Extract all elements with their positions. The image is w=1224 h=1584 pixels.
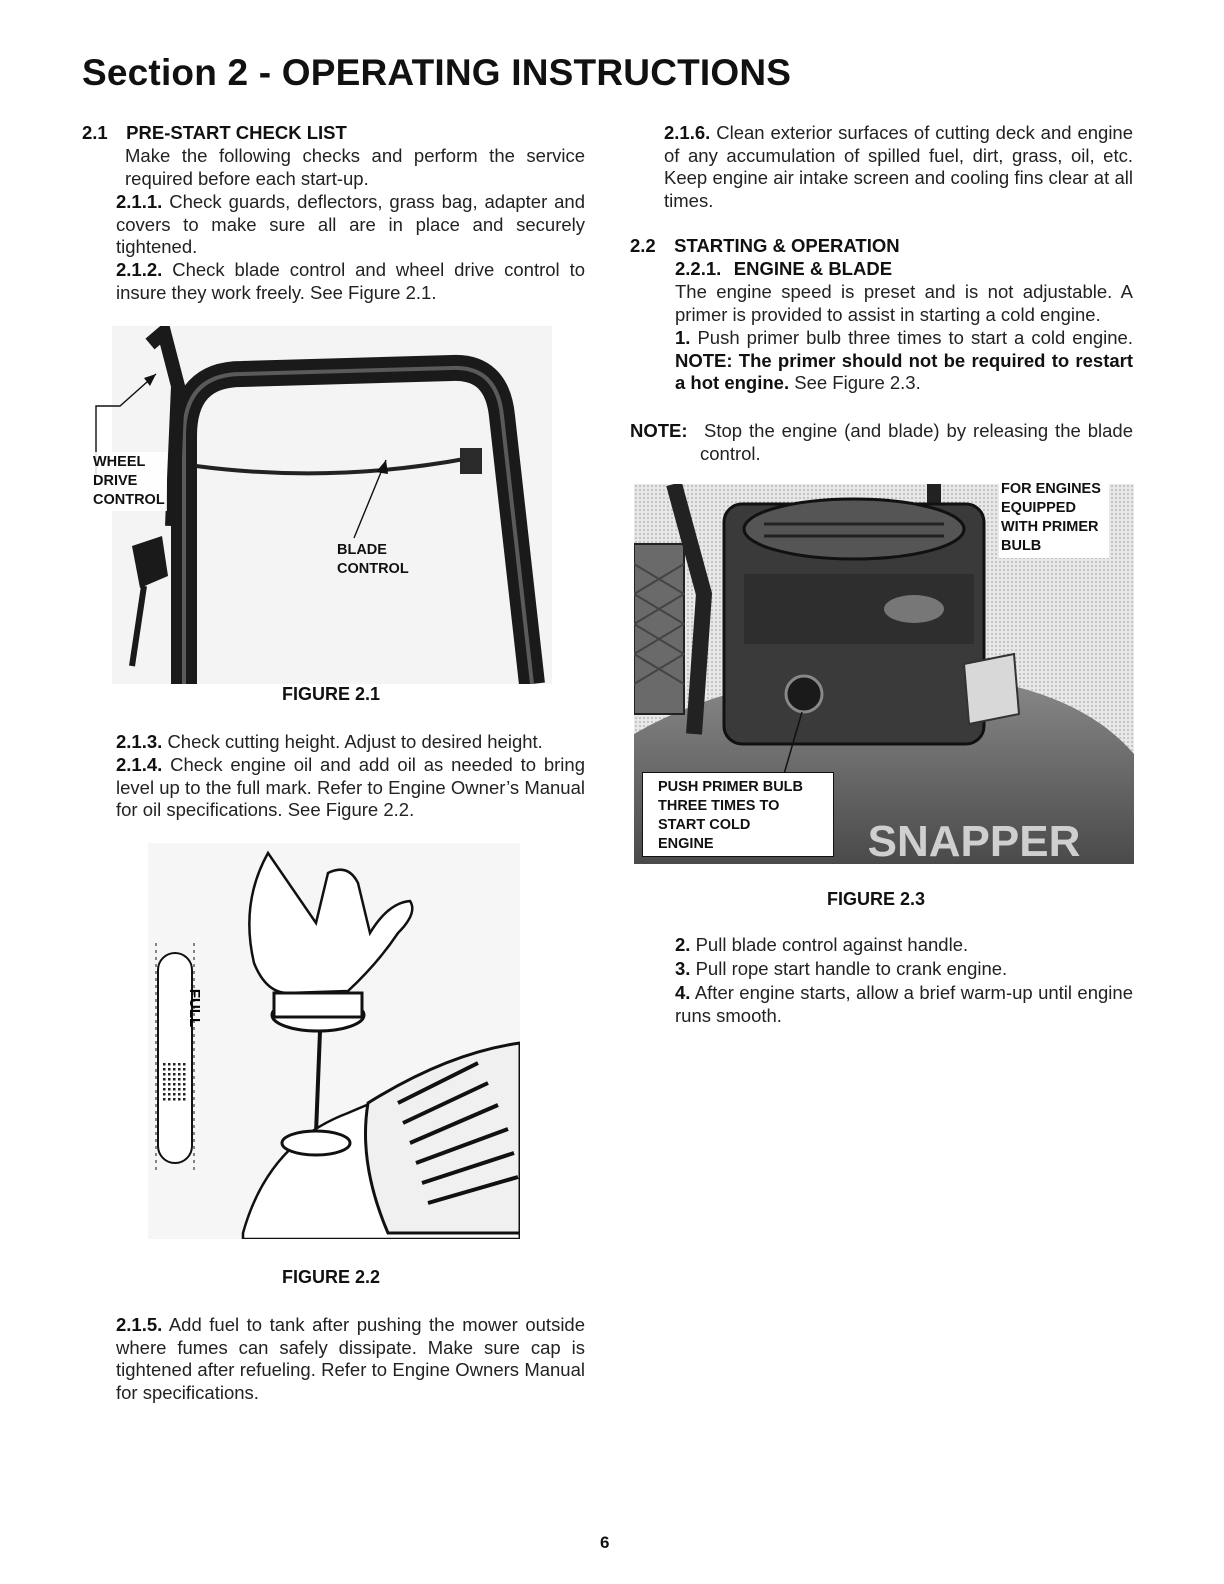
label-line: BLADE xyxy=(337,542,387,558)
item-2-1-2 xyxy=(116,259,585,304)
item-number: 2.1.2. xyxy=(116,259,163,280)
section-2-1-intro: Make the following checks and perform the service required before each start-up. xyxy=(125,145,585,189)
dipstick xyxy=(158,953,192,1163)
label-line: CONTROL xyxy=(337,561,409,577)
step-2 xyxy=(675,934,1133,957)
section-2-2-intro: The engine speed is preset and is not adjustable. A primer is provided to assist in starting a cold engine. xyxy=(675,281,1133,325)
label-line: WITH PRIMER xyxy=(1001,519,1099,535)
figure-2-1-caption: FIGURE 2.1 xyxy=(282,684,381,704)
item-2-1-6 xyxy=(664,122,1133,213)
label-line: START COLD xyxy=(658,817,751,833)
item-text: Check blade control and wheel drive control to insure they work freely. See Figure 2.1. xyxy=(116,259,586,303)
label-line: PUSH PRIMER BULB xyxy=(658,779,804,795)
label-line: FOR ENGINES xyxy=(1001,481,1101,497)
label-line: EQUIPPED xyxy=(1001,500,1076,516)
figure-2-3-caption: FIGURE 2.3 xyxy=(827,889,926,909)
note-label: NOTE: xyxy=(630,420,688,441)
step-1 xyxy=(675,327,1133,395)
step-4 xyxy=(675,982,1133,1027)
item-number: 2.1.6. xyxy=(664,122,711,143)
blade-control-label xyxy=(335,540,411,580)
section-2-2-number: 2.2 xyxy=(630,235,656,256)
subsection-2-2-1-number: 2.2.1. xyxy=(675,258,722,279)
note-block xyxy=(630,420,1133,465)
step-text: Push primer bulb three times to start a cold engine. xyxy=(697,327,1133,348)
item-text: Check guards, deflectors, grass bag, adapter and covers to make sure all are in place and securely tightened. xyxy=(116,191,586,258)
item-number: 2.1.5. xyxy=(116,1314,163,1335)
item-2-1-1 xyxy=(116,191,585,259)
step-number: 1. xyxy=(675,327,691,348)
label-line: CONTROL xyxy=(93,492,165,508)
item-text: Add fuel to tank after pushing the mower outside where fumes can safely dissipate. Make sure cap is tightened after refueling. Refer to Engine Owners Manual for specifications. xyxy=(116,1314,586,1404)
item-text: Clean exterior surfaces of cutting deck and engine of any accumulation of spilled fuel, dirt, grass, oil, etc. Keep engine air intake screen and cooling fins clear at all times. xyxy=(664,122,1134,212)
item-text: Check engine oil and add oil as needed to bring level up to the full mark. Refer to Engine Owner’s Manual for oil specifications. See Figure 2.2. xyxy=(116,754,585,821)
wheel-drive-control-label xyxy=(91,452,167,511)
note-text: Stop the engine (and blade) by releasing the blade control. xyxy=(700,420,1133,464)
step-text: After engine starts, allow a brief warm-up until engine runs smooth. xyxy=(675,982,1133,1026)
section-2-1-number: 2.1 xyxy=(82,122,108,143)
item-text: Check cutting height. Adjust to desired height. xyxy=(167,731,543,752)
step-number: 4. xyxy=(675,982,691,1003)
item-2-1-3 xyxy=(116,731,585,754)
page-number: 6 xyxy=(600,1533,610,1552)
section-2-2-heading xyxy=(630,235,900,257)
section-title: Section 2 - OPERATING INSTRUCTIONS xyxy=(82,52,792,93)
step-3 xyxy=(675,958,1133,981)
step-number: 3. xyxy=(675,958,691,979)
step-text: Pull blade control against handle. xyxy=(695,934,969,955)
figure-2-2-caption: FIGURE 2.2 xyxy=(282,1267,381,1287)
item-number: 2.1.3. xyxy=(116,731,163,752)
step-note: NOTE: The primer should not be required to restart a hot engine. xyxy=(675,349,1133,394)
subsection-2-2-1-title: ENGINE & BLADE xyxy=(733,258,893,279)
engines-with-primer-label xyxy=(999,480,1109,558)
section-2-1-heading xyxy=(82,122,347,144)
label-line: WHEEL xyxy=(93,454,146,470)
subsection-2-2-1-heading xyxy=(675,258,892,280)
label-line: BULB xyxy=(1001,538,1042,554)
item-number: 2.1.1. xyxy=(116,191,163,212)
brand-text: SNAPPER xyxy=(867,817,1081,864)
step-reference: See Figure 2.3. xyxy=(794,372,921,394)
figure-2-2-illustration xyxy=(148,843,520,1239)
label-line: THREE TIMES TO xyxy=(658,798,780,814)
item-2-1-4 xyxy=(116,754,585,822)
dipstick-full-mark: FULL xyxy=(186,988,203,1028)
section-2-1-title: PRE-START CHECK LIST xyxy=(126,122,347,143)
section-2-2-title: STARTING & OPERATION xyxy=(674,235,900,256)
step-text: Pull rope start handle to crank engine. xyxy=(695,958,1008,979)
primer-bulb xyxy=(786,676,822,712)
label-line: DRIVE xyxy=(93,473,138,489)
item-number: 2.1.4. xyxy=(116,754,163,775)
label-line: ENGINE xyxy=(658,836,714,852)
step-number: 2. xyxy=(675,934,691,955)
push-primer-bulb-label xyxy=(642,772,834,857)
item-2-1-5 xyxy=(116,1314,585,1405)
